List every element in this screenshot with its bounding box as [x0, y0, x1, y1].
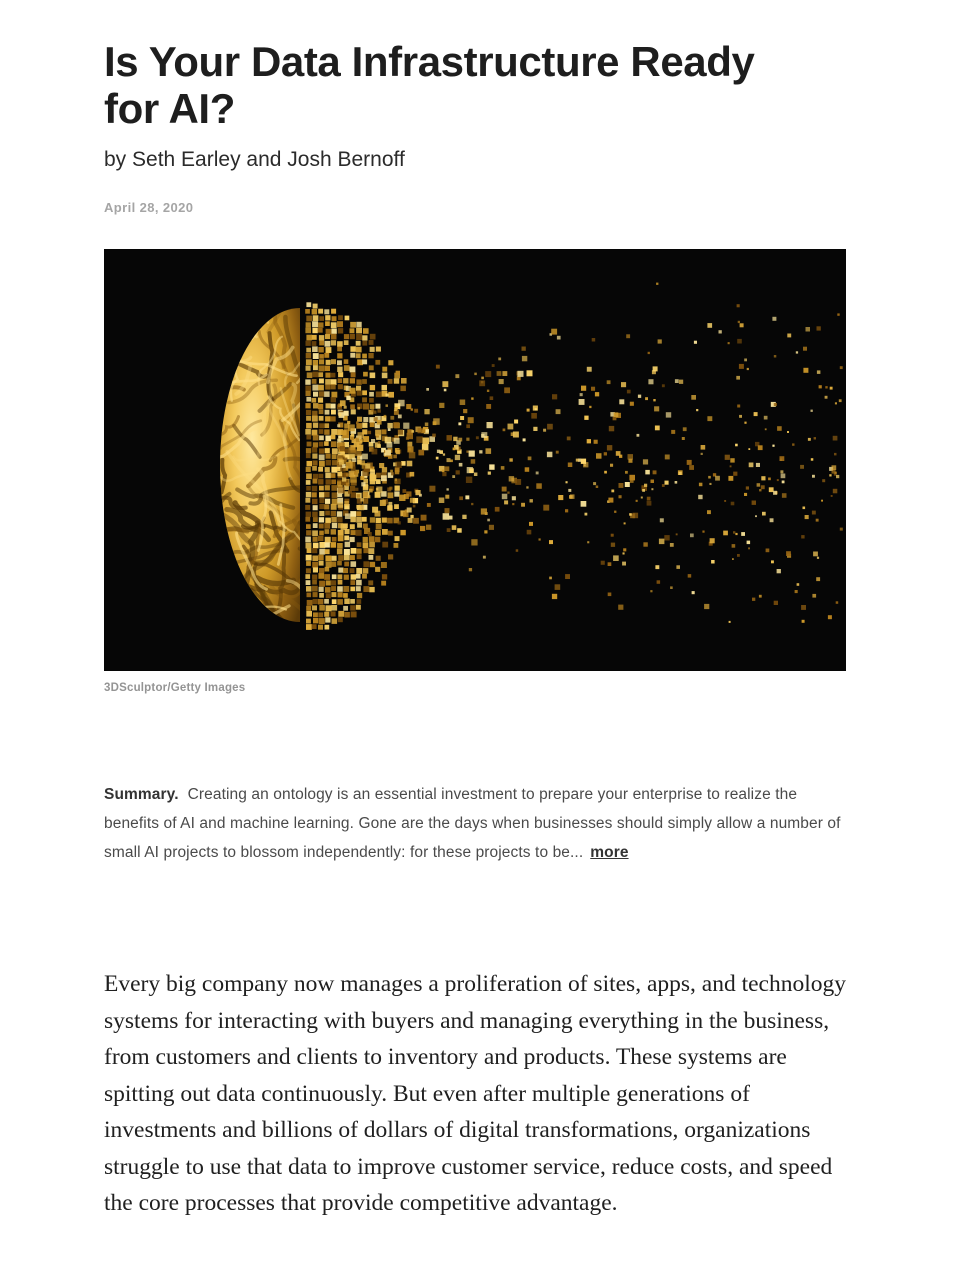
more-link[interactable]: more: [590, 844, 629, 861]
summary-label: Summary.: [104, 786, 179, 803]
summary-section: [104, 780, 846, 867]
summary-text: Creating an ontology is an essential investment to prepare your enterprise to realize the benefits of AI and machine learning. Gone are the days when businesses should simply allow a number of small AI projects to blossom independently: for these projects to be...: [104, 786, 841, 861]
hero-figure: [104, 249, 846, 694]
article-title: Is Your Data Infrastructure Ready for AI?: [104, 38, 755, 132]
article-page: [104, 0, 846, 1242]
image-credit: 3DSculptor/Getty Images: [104, 682, 246, 694]
article-date: April 28, 2020: [104, 200, 194, 215]
article-byline: by Seth Earley and Josh Bernoff: [104, 148, 405, 171]
brain-dissolving-illustration: [104, 249, 846, 671]
hero-image: [104, 249, 846, 671]
article-body-paragraph: Every big company now manages a proliferation of sites, apps, and technology systems for interacting with buyers and managing everything in the business, from customers and clients to inventory and products. These systems are spitting out data continuously. But even after multiple generations of investments and billions of dollars of digital transformations, organizations struggle to use that data to improve customer service, reduce costs, and speed the core processes that provide competitive advantage.: [104, 971, 847, 1216]
